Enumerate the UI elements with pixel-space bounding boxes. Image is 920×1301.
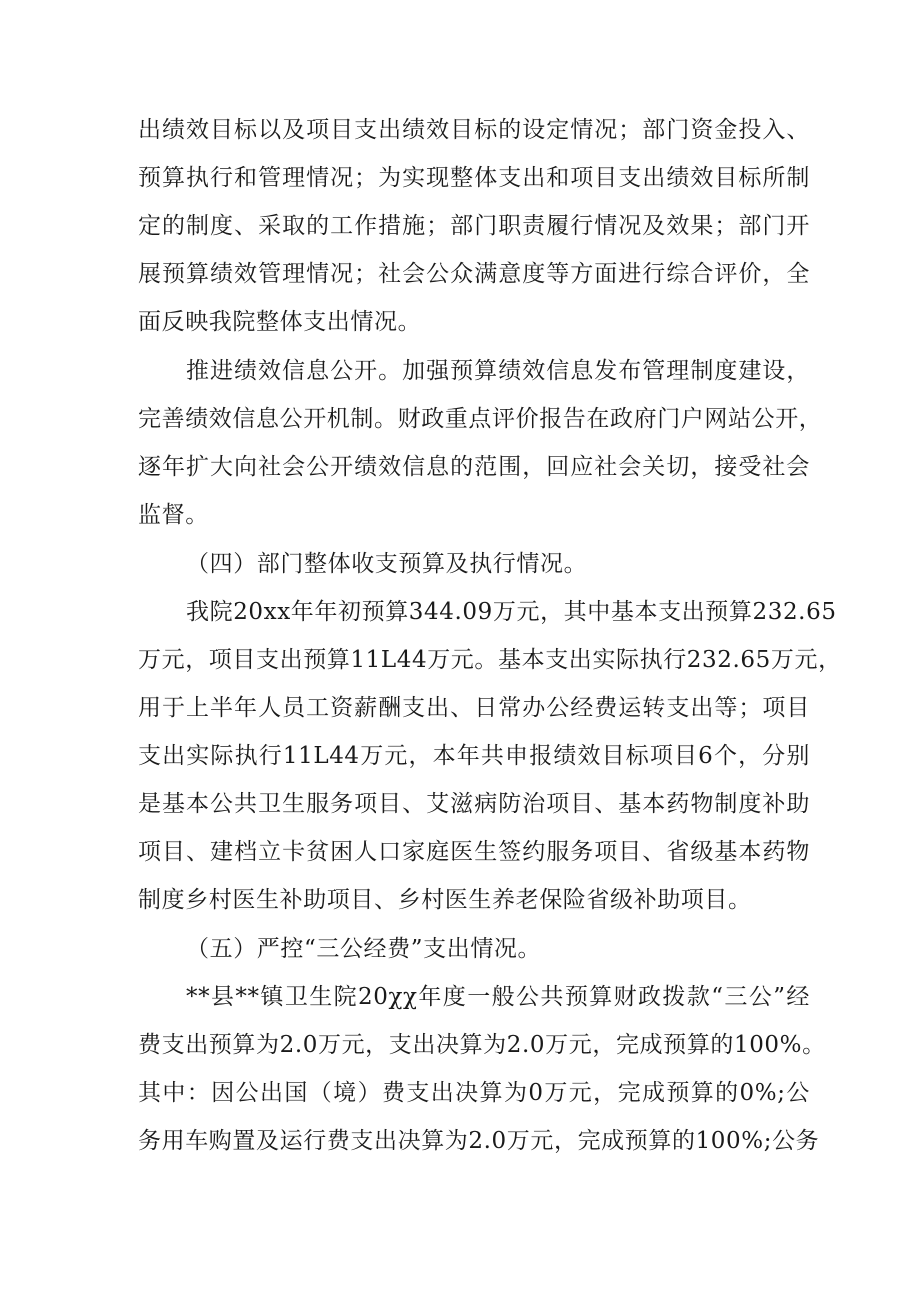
- paragraph-line: 支出实际执行11L44万元，本年共申报绩效目标项目6个，分别: [138, 743, 810, 769]
- section-heading: （四）部门整体收支预算及执行情况。: [186, 551, 588, 577]
- paragraph-line: 其中：因公出国（境）费支出决算为0万元，完成预算的0%;公: [138, 1080, 810, 1106]
- section-heading: （五）严控“三公经费”支出情况。: [186, 936, 542, 962]
- paragraph-line: 务用车购置及运行费支出决算为2.0万元，完成预算的100%;公务: [138, 1128, 820, 1154]
- paragraph-line: 展预算绩效管理情况；社会公众满意度等方面进行综合评价，全: [138, 261, 810, 287]
- paragraph-line: 定的制度、采取的工作措施；部门职责履行情况及效果；部门开: [138, 213, 810, 239]
- paragraph-line: 我院20xx年年初预算344.09万元，其中基本支出预算232.65: [186, 599, 837, 625]
- paragraph-line: 预算执行和管理情况；为实现整体支出和项目支出绩效目标所制: [138, 165, 810, 191]
- paragraph-line: 推进绩效信息公开。加强预算绩效信息发布管理制度建设，: [186, 358, 810, 384]
- paragraph-line: 监督。: [138, 502, 209, 528]
- paragraph-line: 制度乡村医生补助项目、乡村医生养老保险省级补助项目。: [138, 887, 752, 913]
- paragraph-line: 万元，项目支出预算11L44万元。基本支出实际执行232.65万元，: [138, 647, 842, 673]
- paragraph-line: 项目、建档立卡贫困人口家庭医生签约服务项目、省级基本药物: [138, 839, 810, 865]
- paragraph-line: 用于上半年人员工资薪酬支出、日常办公经费运转支出等；项目: [138, 695, 810, 721]
- paragraph-line: 逐年扩大向社会公开绩效信息的范围，回应社会关切，接受社会: [138, 454, 810, 480]
- paragraph-line: 面反映我院整体支出情况。: [138, 309, 422, 335]
- paragraph-line: 是基本公共卫生服务项目、艾滋病防治项目、基本药物制度补助: [138, 791, 810, 817]
- paragraph-line: **县**镇卫生院20χχ年度一般公共预算财政拨款“三公”经: [186, 984, 810, 1010]
- paragraph-line: 出绩效目标以及项目支出绩效目标的设定情况；部门资金投入、: [138, 117, 810, 143]
- paragraph-line: 费支出预算为2.0万元，支出决算为2.0万元，完成预算的100%。: [138, 1032, 826, 1058]
- paragraph-line: 完善绩效信息公开机制。财政重点评价报告在政府门户网站公开，: [138, 406, 823, 432]
